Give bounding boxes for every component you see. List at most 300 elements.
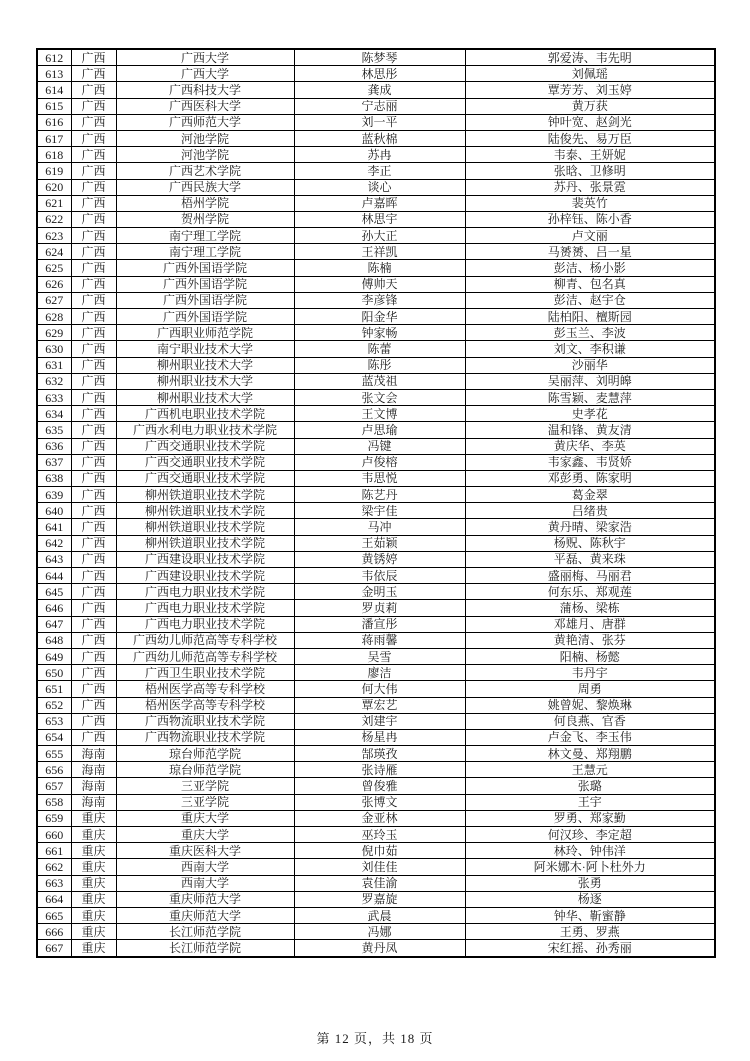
cell-province: 广西 [71, 49, 116, 66]
cell-province: 重庆 [71, 843, 116, 859]
cell-advisors: 刘文、李积谦 [465, 341, 715, 357]
cell-school: 广西物流职业技术学院 [116, 713, 294, 729]
cell-province: 广西 [71, 98, 116, 114]
cell-school: 重庆师范大学 [116, 907, 294, 923]
cell-index: 636 [37, 438, 71, 454]
cell-student: 王文博 [294, 406, 465, 422]
cell-student: 黄丹凤 [294, 940, 465, 957]
cell-advisors: 柳青、包名真 [465, 276, 715, 292]
cell-index: 624 [37, 244, 71, 260]
cell-index: 623 [37, 228, 71, 244]
cell-province: 广西 [71, 632, 116, 648]
cell-advisors: 孙梓钰、陈小香 [465, 211, 715, 227]
cell-school: 梧州学院 [116, 195, 294, 211]
table-row [37, 195, 715, 211]
table-row [37, 729, 715, 745]
table-row [37, 551, 715, 567]
cell-index: 664 [37, 891, 71, 907]
cell-student: 苏冉 [294, 147, 465, 163]
cell-student: 冯键 [294, 438, 465, 454]
cell-advisors: 杨逐 [465, 891, 715, 907]
cell-index: 627 [37, 292, 71, 308]
cell-student: 梁宇佳 [294, 503, 465, 519]
cell-school: 广西艺术学院 [116, 163, 294, 179]
cell-school: 西南大学 [116, 859, 294, 875]
cell-student: 卢嘉晖 [294, 195, 465, 211]
cell-index: 649 [37, 648, 71, 664]
cell-index: 630 [37, 341, 71, 357]
cell-index: 616 [37, 114, 71, 130]
cell-province: 重庆 [71, 859, 116, 875]
cell-student: 李彦锋 [294, 292, 465, 308]
cell-province: 广西 [71, 260, 116, 276]
table-row [37, 325, 715, 341]
cell-student: 阳金华 [294, 309, 465, 325]
cell-index: 612 [37, 49, 71, 66]
cell-advisors: 郭爱涛、韦先明 [465, 49, 715, 66]
cell-province: 广西 [71, 487, 116, 503]
cell-advisors: 张璐 [465, 778, 715, 794]
cell-student: 武晨 [294, 907, 465, 923]
cell-index: 660 [37, 827, 71, 843]
cell-province: 海南 [71, 762, 116, 778]
cell-index: 661 [37, 843, 71, 859]
cell-advisors: 葛金翠 [465, 487, 715, 503]
cell-advisors: 平磊、黄来珠 [465, 551, 715, 567]
table-row [37, 713, 715, 729]
table-row [37, 260, 715, 276]
cell-index: 619 [37, 163, 71, 179]
cell-advisors: 黄艳清、张芬 [465, 632, 715, 648]
cell-advisors: 马赟赟、吕一星 [465, 244, 715, 260]
cell-province: 广西 [71, 179, 116, 195]
cell-province: 重庆 [71, 924, 116, 940]
cell-school: 南宁职业技术大学 [116, 341, 294, 357]
cell-student: 张诗雁 [294, 762, 465, 778]
cell-index: 637 [37, 454, 71, 470]
table-row [37, 940, 715, 957]
cell-index: 641 [37, 519, 71, 535]
cell-student: 王茹颖 [294, 535, 465, 551]
table-row [37, 648, 715, 664]
cell-advisors: 张勇 [465, 875, 715, 891]
cell-school: 广西物流职业技术学院 [116, 729, 294, 745]
cell-school: 广西交通职业技术学院 [116, 470, 294, 486]
cell-index: 613 [37, 66, 71, 82]
cell-province: 广西 [71, 729, 116, 745]
table-row [37, 924, 715, 940]
table-row [37, 891, 715, 907]
cell-advisors: 邓雄月、唐群 [465, 616, 715, 632]
cell-index: 640 [37, 503, 71, 519]
cell-school: 重庆师范大学 [116, 891, 294, 907]
cell-student: 冯娜 [294, 924, 465, 940]
cell-province: 广西 [71, 341, 116, 357]
cell-school: 柳州职业技术大学 [116, 389, 294, 405]
cell-student: 陈楠 [294, 260, 465, 276]
cell-index: 633 [37, 389, 71, 405]
cell-advisors: 蒲杨、梁栋 [465, 600, 715, 616]
cell-school: 广西外国语学院 [116, 260, 294, 276]
cell-index: 628 [37, 309, 71, 325]
cell-advisors: 韦丹宇 [465, 665, 715, 681]
table-row [37, 147, 715, 163]
cell-advisors: 王慧元 [465, 762, 715, 778]
cell-province: 广西 [71, 454, 116, 470]
table-row [37, 843, 715, 859]
cell-advisors: 裴英竹 [465, 195, 715, 211]
cell-school: 广西外国语学院 [116, 292, 294, 308]
cell-school: 梧州医学高等专科学校 [116, 681, 294, 697]
cell-school: 广西大学 [116, 49, 294, 66]
cell-index: 617 [37, 130, 71, 146]
cell-index: 629 [37, 325, 71, 341]
cell-student: 刘一平 [294, 114, 465, 130]
cell-province: 广西 [71, 66, 116, 82]
table-row [37, 276, 715, 292]
cell-advisors: 覃芳芳、刘玉婷 [465, 82, 715, 98]
cell-school: 长江师范学院 [116, 940, 294, 957]
cell-index: 645 [37, 584, 71, 600]
cell-student: 孙大正 [294, 228, 465, 244]
cell-advisors: 周勇 [465, 681, 715, 697]
cell-province: 广西 [71, 292, 116, 308]
cell-school: 重庆大学 [116, 827, 294, 843]
cell-student: 陈蕾 [294, 341, 465, 357]
cell-index: 615 [37, 98, 71, 114]
cell-index: 653 [37, 713, 71, 729]
table-row [37, 535, 715, 551]
table-row [37, 697, 715, 713]
cell-province: 海南 [71, 778, 116, 794]
cell-student: 倪巾茹 [294, 843, 465, 859]
cell-advisors: 沙丽华 [465, 357, 715, 373]
cell-school: 广西卫生职业技术学院 [116, 665, 294, 681]
table-row [37, 487, 715, 503]
cell-school: 广西幼儿师范高等专科学校 [116, 648, 294, 664]
cell-school: 广西职业师范学院 [116, 325, 294, 341]
cell-advisors: 吕绪贵 [465, 503, 715, 519]
cell-index: 665 [37, 907, 71, 923]
cell-student: 蓝秋棉 [294, 130, 465, 146]
cell-school: 广西外国语学院 [116, 309, 294, 325]
cell-school: 广西科技大学 [116, 82, 294, 98]
cell-advisors: 杨贶、陈秋宇 [465, 535, 715, 551]
cell-student: 卢俊榕 [294, 454, 465, 470]
table-row [37, 309, 715, 325]
cell-province: 广西 [71, 681, 116, 697]
cell-index: 625 [37, 260, 71, 276]
cell-student: 曾俊雅 [294, 778, 465, 794]
cell-advisors: 卢文丽 [465, 228, 715, 244]
cell-province: 广西 [71, 600, 116, 616]
cell-advisors: 钟华、靳蜜静 [465, 907, 715, 923]
cell-advisors: 王宇 [465, 794, 715, 810]
cell-advisors: 宋红摇、孙秀丽 [465, 940, 715, 957]
cell-school: 重庆大学 [116, 810, 294, 826]
cell-student: 袁佳渝 [294, 875, 465, 891]
cell-school: 广西建设职业技术学院 [116, 568, 294, 584]
cell-index: 666 [37, 924, 71, 940]
cell-student: 李正 [294, 163, 465, 179]
cell-index: 648 [37, 632, 71, 648]
cell-province: 重庆 [71, 810, 116, 826]
cell-advisors: 何汉珍、李定超 [465, 827, 715, 843]
cell-student: 林思宇 [294, 211, 465, 227]
table-row [37, 179, 715, 195]
cell-province: 重庆 [71, 875, 116, 891]
cell-student: 韦思悦 [294, 470, 465, 486]
cell-index: 635 [37, 422, 71, 438]
cell-province: 广西 [71, 389, 116, 405]
cell-school: 柳州职业技术大学 [116, 357, 294, 373]
cell-province: 广西 [71, 244, 116, 260]
cell-province: 广西 [71, 470, 116, 486]
cell-school: 南宁理工学院 [116, 244, 294, 260]
cell-student: 吴雪 [294, 648, 465, 664]
cell-advisors: 温和锋、黄友清 [465, 422, 715, 438]
cell-advisors: 陆俊先、易万臣 [465, 130, 715, 146]
cell-student: 韦依辰 [294, 568, 465, 584]
cell-province: 广西 [71, 503, 116, 519]
cell-student: 金亚林 [294, 810, 465, 826]
cell-school: 琼台师范学院 [116, 762, 294, 778]
cell-index: 667 [37, 940, 71, 957]
cell-advisors: 陈雪颖、麦慧萍 [465, 389, 715, 405]
cell-province: 广西 [71, 228, 116, 244]
table-row [37, 163, 715, 179]
table-row [37, 130, 715, 146]
cell-school: 广西外国语学院 [116, 276, 294, 292]
cell-student: 傅帅天 [294, 276, 465, 292]
cell-province: 广西 [71, 211, 116, 227]
cell-advisors: 姚曾妮、黎焕琳 [465, 697, 715, 713]
table-row [37, 584, 715, 600]
cell-student: 廖洁 [294, 665, 465, 681]
cell-province: 广西 [71, 438, 116, 454]
cell-index: 654 [37, 729, 71, 745]
table-row [37, 66, 715, 82]
cell-student: 陈艺丹 [294, 487, 465, 503]
cell-advisors: 盛丽梅、马丽君 [465, 568, 715, 584]
cell-advisors: 林玲、钟伟洋 [465, 843, 715, 859]
cell-province: 广西 [71, 309, 116, 325]
cell-school: 广西师范大学 [116, 114, 294, 130]
cell-student: 张博文 [294, 794, 465, 810]
table-row [37, 794, 715, 810]
cell-advisors: 阳楠、杨懿 [465, 648, 715, 664]
cell-school: 琼台师范学院 [116, 746, 294, 762]
cell-index: 646 [37, 600, 71, 616]
cell-advisors: 阿米娜木·阿卜杜外力 [465, 859, 715, 875]
table-row [37, 292, 715, 308]
cell-school: 贺州学院 [116, 211, 294, 227]
cell-index: 622 [37, 211, 71, 227]
cell-student: 覃宏艺 [294, 697, 465, 713]
cell-index: 651 [37, 681, 71, 697]
cell-advisors: 吴丽萍、刘明皞 [465, 373, 715, 389]
cell-index: 638 [37, 470, 71, 486]
cell-school: 广西民族大学 [116, 179, 294, 195]
cell-school: 柳州铁道职业技术学院 [116, 535, 294, 551]
cell-advisors: 钟叶宽、赵剑光 [465, 114, 715, 130]
cell-student: 蒋雨馨 [294, 632, 465, 648]
table-row [37, 389, 715, 405]
table-row [37, 568, 715, 584]
cell-school: 广西医科大学 [116, 98, 294, 114]
cell-index: 618 [37, 147, 71, 163]
cell-student: 宁志丽 [294, 98, 465, 114]
cell-advisors: 黄庆华、李英 [465, 438, 715, 454]
cell-province: 广西 [71, 665, 116, 681]
cell-index: 644 [37, 568, 71, 584]
cell-school: 广西电力职业技术学院 [116, 584, 294, 600]
table-row [37, 373, 715, 389]
cell-advisors: 韦家鑫、韦贤娇 [465, 454, 715, 470]
cell-index: 647 [37, 616, 71, 632]
cell-province: 广西 [71, 114, 116, 130]
cell-province: 广西 [71, 519, 116, 535]
cell-school: 重庆医科大学 [116, 843, 294, 859]
cell-school: 柳州职业技术大学 [116, 373, 294, 389]
cell-index: 621 [37, 195, 71, 211]
cell-advisors: 刘佩瑶 [465, 66, 715, 82]
cell-student: 罗嘉旋 [294, 891, 465, 907]
cell-student: 陈彤 [294, 357, 465, 373]
table-row [37, 859, 715, 875]
cell-student: 龚成 [294, 82, 465, 98]
cell-index: 642 [37, 535, 71, 551]
cell-province: 广西 [71, 697, 116, 713]
cell-advisors: 林文曼、郑翔鹏 [465, 746, 715, 762]
cell-student: 王祥凯 [294, 244, 465, 260]
cell-province: 广西 [71, 163, 116, 179]
cell-index: 643 [37, 551, 71, 567]
table-row [37, 422, 715, 438]
cell-school: 河池学院 [116, 147, 294, 163]
table-row [37, 98, 715, 114]
cell-school: 三亚学院 [116, 778, 294, 794]
cell-student: 林思彤 [294, 66, 465, 82]
cell-province: 广西 [71, 584, 116, 600]
table-row [37, 438, 715, 454]
cell-advisors: 史孝花 [465, 406, 715, 422]
cell-advisors: 陆柏阳、檀斯园 [465, 309, 715, 325]
cell-province: 广西 [71, 357, 116, 373]
cell-advisors: 卢金飞、李玉伟 [465, 729, 715, 745]
cell-student: 刘建宇 [294, 713, 465, 729]
cell-province: 重庆 [71, 827, 116, 843]
cell-school: 广西水利电力职业技术学院 [116, 422, 294, 438]
cell-school: 河池学院 [116, 130, 294, 146]
cell-school: 广西交通职业技术学院 [116, 438, 294, 454]
cell-student: 卢思瑜 [294, 422, 465, 438]
cell-index: 662 [37, 859, 71, 875]
cell-index: 631 [37, 357, 71, 373]
table-row [37, 341, 715, 357]
table-row [37, 665, 715, 681]
cell-province: 广西 [71, 406, 116, 422]
cell-school: 广西机电职业技术学院 [116, 406, 294, 422]
cell-province: 广西 [71, 568, 116, 584]
cell-province: 广西 [71, 422, 116, 438]
table-row [37, 406, 715, 422]
cell-province: 广西 [71, 195, 116, 211]
cell-province: 重庆 [71, 940, 116, 957]
table-row [37, 746, 715, 762]
cell-school: 广西建设职业技术学院 [116, 551, 294, 567]
cell-advisors: 黄丹晴、梁家浩 [465, 519, 715, 535]
cell-index: 614 [37, 82, 71, 98]
cell-province: 广西 [71, 713, 116, 729]
cell-province: 重庆 [71, 891, 116, 907]
cell-province: 广西 [71, 276, 116, 292]
table-row [37, 778, 715, 794]
cell-index: 620 [37, 179, 71, 195]
cell-advisors: 邓彭勇、陈家明 [465, 470, 715, 486]
table-row [37, 519, 715, 535]
cell-student: 罗贞莉 [294, 600, 465, 616]
cell-student: 陈梦琴 [294, 49, 465, 66]
table-row [37, 470, 715, 486]
cell-student: 巫玲玉 [294, 827, 465, 843]
cell-school: 柳州铁道职业技术学院 [116, 487, 294, 503]
cell-province: 广西 [71, 373, 116, 389]
cell-advisors: 彭玉兰、李波 [465, 325, 715, 341]
table-row [37, 600, 715, 616]
table-row [37, 827, 715, 843]
cell-province: 广西 [71, 147, 116, 163]
cell-index: 634 [37, 406, 71, 422]
cell-student: 张文会 [294, 389, 465, 405]
cell-school: 梧州医学高等专科学校 [116, 697, 294, 713]
cell-province: 广西 [71, 648, 116, 664]
cell-school: 柳州铁道职业技术学院 [116, 519, 294, 535]
table-row [37, 503, 715, 519]
cell-school: 广西交通职业技术学院 [116, 454, 294, 470]
cell-student: 黄锈婷 [294, 551, 465, 567]
cell-student: 蓝茂祖 [294, 373, 465, 389]
cell-school: 广西电力职业技术学院 [116, 616, 294, 632]
table-row [37, 228, 715, 244]
cell-index: 626 [37, 276, 71, 292]
cell-advisors: 何东乐、郑观莲 [465, 584, 715, 600]
cell-province: 广西 [71, 551, 116, 567]
cell-advisors: 苏丹、张景霓 [465, 179, 715, 195]
cell-index: 663 [37, 875, 71, 891]
cell-index: 656 [37, 762, 71, 778]
cell-student: 杨星冉 [294, 729, 465, 745]
cell-advisors: 王勇、罗燕 [465, 924, 715, 940]
cell-advisors: 何良燕、官香 [465, 713, 715, 729]
cell-index: 658 [37, 794, 71, 810]
cell-province: 广西 [71, 82, 116, 98]
cell-index: 650 [37, 665, 71, 681]
cell-advisors: 韦泰、王妍妮 [465, 147, 715, 163]
cell-student: 金明玉 [294, 584, 465, 600]
table-row [37, 632, 715, 648]
cell-province: 广西 [71, 325, 116, 341]
table-row [37, 49, 715, 66]
cell-school: 西南大学 [116, 875, 294, 891]
cell-province: 广西 [71, 535, 116, 551]
table-row [37, 907, 715, 923]
cell-index: 659 [37, 810, 71, 826]
cell-province: 广西 [71, 130, 116, 146]
cell-advisors: 张晗、卫修明 [465, 163, 715, 179]
table-row [37, 454, 715, 470]
table-row [37, 244, 715, 260]
